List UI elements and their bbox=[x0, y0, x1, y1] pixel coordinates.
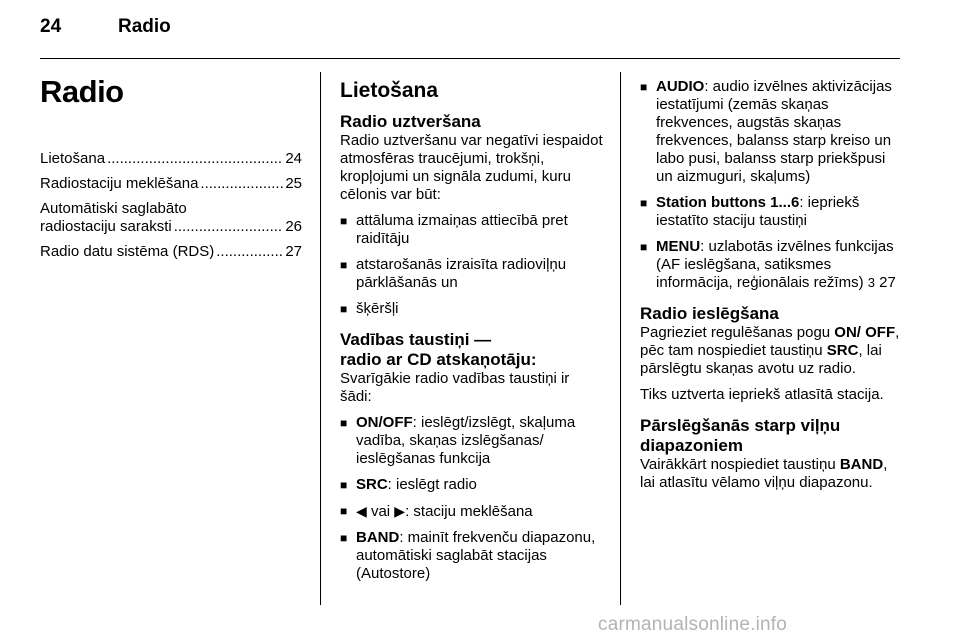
content-column-3 bbox=[640, 78, 902, 500]
bullet-icon: ■ bbox=[340, 416, 348, 430]
toc-entry-page: 25 bbox=[285, 175, 302, 192]
list-item: ■ MENU: uzlabotās izvēlnes funkcijas (AF ieslēgšana, satiksmes informācija, reģionālais režīms) 3 27 bbox=[640, 238, 896, 291]
page-reference-link[interactable]: 27 bbox=[879, 274, 896, 291]
key-label: BAND bbox=[839, 456, 884, 473]
key-label: MENU bbox=[656, 238, 701, 255]
bullet-icon: ■ bbox=[340, 478, 348, 492]
right-arrow-icon: ▶ bbox=[394, 503, 406, 519]
toc-leader bbox=[174, 218, 284, 236]
paragraph: Tiks uztverta iepriekš atlasītā stacija. bbox=[640, 386, 884, 403]
toc-entry-title: Radio datu sistēma (RDS) bbox=[40, 243, 215, 260]
paragraph: Vairākkārt nospiediet taustiņu BAND, lai atlasītu vēlamo viļņu diapazonu. bbox=[640, 456, 888, 491]
key-label: ON/ OFF bbox=[834, 324, 896, 341]
toc-leader bbox=[216, 243, 283, 261]
chapter-title: Radio bbox=[40, 74, 124, 109]
toc-entry[interactable] bbox=[40, 200, 302, 236]
subsection-heading-tuning: Radio uztveršana bbox=[340, 112, 481, 131]
list-item: ■ ON/OFF: ieslēgt/izslēgt, skaļuma vadība, skaņas izslēgšanas/ ieslēgšanas funkcija bbox=[340, 414, 576, 467]
bullet-icon: ■ bbox=[340, 504, 348, 518]
toc-leader bbox=[200, 175, 283, 193]
key-label: ON/OFF bbox=[356, 414, 413, 431]
toc-entry-page: 27 bbox=[285, 243, 302, 260]
paragraph: Radio uztveršanu var negatīvi iespaidot atmosfēras traucējumi, trokšņi, kropļojumi un signāla zudumi, kuru cēlonis var būt: bbox=[340, 132, 603, 203]
key-label: SRC bbox=[826, 342, 859, 359]
list-item: ■ attāluma izmaiņas attiecībā pret raidītāju bbox=[340, 212, 568, 247]
page-number: 24 bbox=[40, 16, 62, 37]
list-item: ■ SRC: ieslēgt radio bbox=[340, 476, 477, 493]
section-title: Lietošana bbox=[340, 79, 439, 102]
left-arrow-icon: ◀ bbox=[356, 503, 367, 519]
bullet-icon: ■ bbox=[640, 80, 648, 94]
toc-entry-page: 24 bbox=[285, 150, 302, 167]
bullet-list bbox=[340, 212, 604, 318]
toc-leader bbox=[107, 150, 283, 168]
page-reference-icon: 3 bbox=[867, 275, 875, 290]
column-divider-2 bbox=[620, 72, 621, 605]
toc-entry[interactable] bbox=[40, 150, 302, 168]
bullet-icon: ■ bbox=[340, 214, 348, 228]
header-rule bbox=[40, 58, 900, 59]
toc-entry[interactable] bbox=[40, 243, 302, 261]
bullet-icon: ■ bbox=[340, 302, 348, 316]
toc-entry-title: Radiostaciju meklēšana bbox=[40, 175, 199, 192]
bullet-icon: ■ bbox=[640, 240, 648, 254]
content-column-2 bbox=[340, 70, 604, 591]
paragraph: Pagrieziet regulēšanas pogu ON/ OFF, pēc tam nospiediet taustiņu SRC, lai pārslēgtu skaņas avotu uz radio. bbox=[640, 324, 900, 377]
subsection-heading-band: Pārslēgšanās starp viļņu diapazoniem bbox=[640, 416, 841, 455]
list-item: ■ Station buttons 1...6: iepriekš iestatīto staciju taustiņi bbox=[640, 194, 860, 229]
watermark: carmanualsonline.info bbox=[598, 614, 788, 635]
list-item: ■ BAND: mainīt frekvenču diapazonu, automātiski saglabāt stacijas (Autostore) bbox=[340, 529, 596, 582]
key-label: BAND bbox=[356, 529, 400, 546]
subsection-heading-controls: Vadības taustiņi — radio ar CD atskaņotāju: bbox=[340, 330, 537, 369]
toc-entry-title-line1: Automātiski saglabāto bbox=[40, 200, 187, 217]
list-item: ■ AUDIO: audio izvēlnes aktivizācijas iestatījumi (zemās skaņas frekvences, augstās skaņas frekvences, balanss starp kreiso un labo pusi, balanss starp priekšpusi un aizmuguri, skaļums) bbox=[640, 78, 892, 185]
bullet-icon: ■ bbox=[640, 196, 648, 210]
key-label: Station buttons 1...6 bbox=[656, 194, 800, 211]
bullet-list bbox=[340, 414, 604, 583]
key-label: AUDIO bbox=[656, 78, 705, 95]
key-label: SRC bbox=[356, 476, 388, 493]
toc-entry-title-line2: radiostaciju saraksti bbox=[40, 218, 172, 235]
toc-column bbox=[40, 70, 302, 268]
toc-entry-page: 26 bbox=[285, 218, 302, 235]
list-item: ■ atstarošanās izraisīta radioviļņu pārklāšanās un bbox=[340, 256, 567, 291]
bullet-list bbox=[640, 78, 902, 292]
column-divider-1 bbox=[320, 72, 321, 605]
page-header bbox=[40, 16, 171, 46]
header-title: Radio bbox=[118, 16, 171, 37]
list-item: ■ ◀ vai ▶: staciju meklēšana bbox=[340, 503, 533, 520]
toc-entry-row bbox=[40, 218, 302, 236]
bullet-icon: ■ bbox=[340, 531, 348, 545]
bullet-icon: ■ bbox=[340, 258, 348, 272]
subsection-heading-switch-on: Radio ieslēgšana bbox=[640, 304, 779, 323]
toc-entry[interactable] bbox=[40, 175, 302, 193]
paragraph: Svarīgākie radio vadības taustiņi ir šādi: bbox=[340, 370, 570, 405]
toc-entry-title: Lietošana bbox=[40, 150, 106, 167]
list-item: ■ šķēršļi bbox=[340, 300, 399, 317]
